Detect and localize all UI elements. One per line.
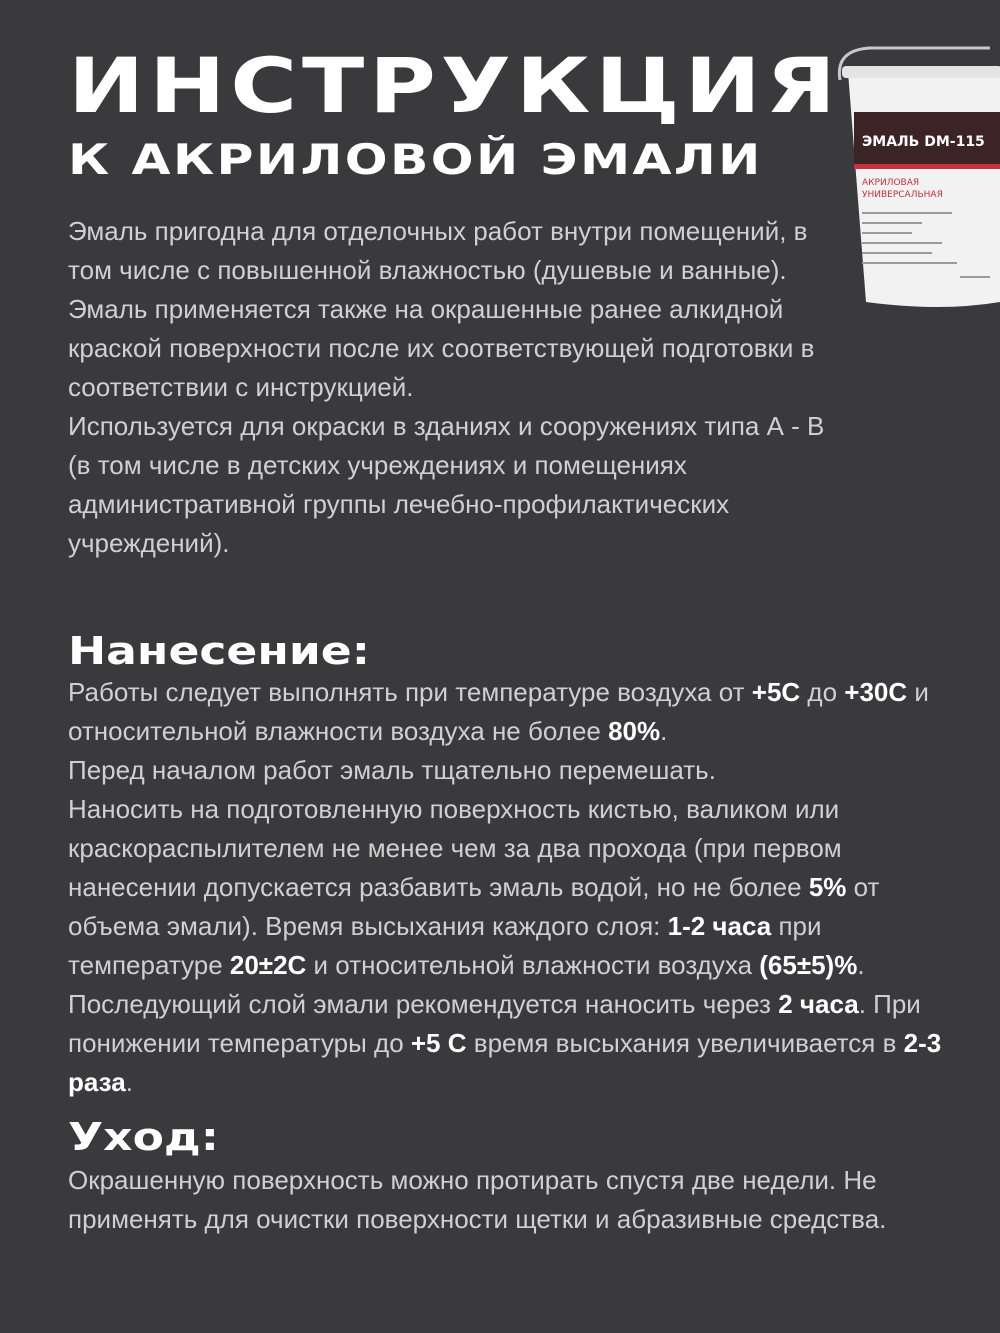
highlight-value: 1-2 часа bbox=[667, 911, 772, 941]
care-paragraph: Окрашенную поверхность можно протирать спустя две недели. Не применять для очистки поверхности щетки и абразивные средства. bbox=[68, 1165, 887, 1234]
intro-paragraph: Используется для окраски в зданиях и сооружениях типа А - В (в том числе в детских учреждениях и помещениях административной группы лечебно-профилактических учреждений). bbox=[68, 411, 825, 558]
highlight-value: 2 часа bbox=[778, 989, 859, 1019]
highlight-value: 2-3 раза bbox=[68, 1028, 942, 1097]
application-heading: Нанесение: bbox=[68, 629, 370, 673]
highlight-value: +30С bbox=[844, 677, 908, 707]
page-title: ИНСТРУКЦИЯ bbox=[68, 41, 841, 130]
intro-paragraph: Эмаль пригодна для отделочных работ внутри помещений, в том числе с повышенной влажностью (душевые и ванные). bbox=[68, 216, 808, 285]
care-heading: Уход: bbox=[68, 1115, 219, 1159]
highlight-value: +5 С bbox=[410, 1028, 467, 1058]
paint-bucket-image bbox=[830, 40, 1000, 320]
highlight-value: 20±2С bbox=[229, 950, 307, 980]
bucket-label-line2: УНИВЕРСАЛЬНАЯ bbox=[862, 190, 943, 200]
bucket-label-name: ЭМАЛЬ DM-115 bbox=[862, 134, 985, 150]
intro-text bbox=[68, 212, 848, 563]
application-text bbox=[68, 673, 948, 1102]
application-paragraph: Перед началом работ эмаль тщательно перемешать. bbox=[68, 755, 716, 785]
application-paragraph: Работы следует выполнять при температуре воздуха от +5С до +30С и относительной влажности воздуха не более 80%. bbox=[68, 677, 929, 746]
bucket-label-line1: АКРИЛОВАЯ bbox=[862, 178, 920, 188]
application-paragraph: Наносить на подготовленную поверхность кистью, валиком или краскораспылителем не менее чем за два прохода (при первом нанесении допускается разбавить эмаль водой, но не более 5% от объема эмали). Время высыхания каждого слоя: 1-2 часа при температуре 20±2С и относительной влажности воздуха (65±5)%. Последующий слой эмали рекомендуется наносить через 2 часа. При понижении температуры до +5 С время высыхания увеличивается в 2-3 раза. bbox=[68, 794, 942, 1097]
intro-paragraph: Эмаль применяется также на окрашенные ранее алкидной краской поверхности после их соответствующей подготовки в соответствии с инструкцией. bbox=[68, 294, 815, 402]
care-text bbox=[68, 1161, 948, 1239]
highlight-value: +5С bbox=[751, 677, 801, 707]
highlight-value: (65±5)% bbox=[759, 950, 858, 980]
bucket-label-red-stripe bbox=[854, 164, 1000, 169]
highlight-value: 5% bbox=[808, 872, 847, 902]
highlight-value: 80% bbox=[608, 716, 661, 746]
bucket-lid-rim bbox=[842, 66, 1000, 78]
page-subtitle: К АКРИЛОВОЙ ЭМАЛИ bbox=[68, 135, 763, 184]
